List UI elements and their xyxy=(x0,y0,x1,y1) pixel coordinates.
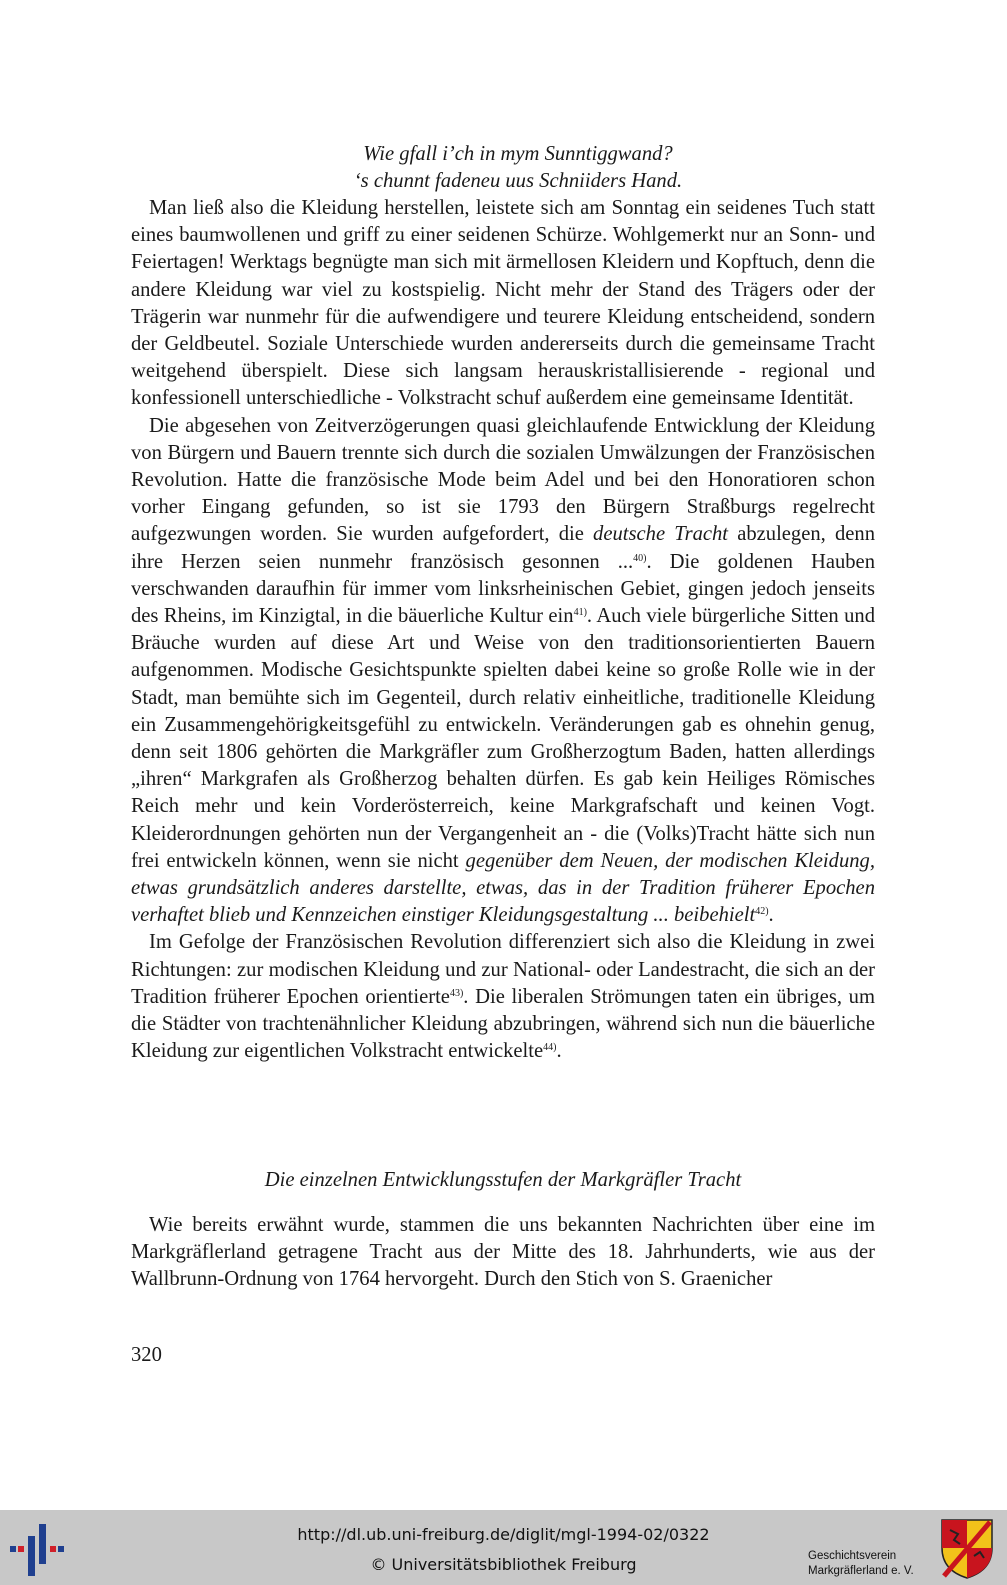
paragraph-4: Wie bereits erwähnt wurde, stammen die uns bekannten Nachrichten über eine im Markgräflerland getragene Tracht aus der Mitte des 18. Jahrhunderts, wie aus der Wallbrunn-Ordnung von 1764 hervorgeht. Durch den Stich von S. Graenicher xyxy=(131,1214,875,1291)
footer-url-link[interactable]: http://dl.ub.uni-freiburg.de/diglit/mgl-1994-02/0322 xyxy=(297,1525,710,1544)
footer-copyright: © Universitätsbibliothek Freiburg xyxy=(370,1555,637,1574)
verse-line-1: Wie gfall i’ch in mym Sunntiggwand? xyxy=(363,143,673,165)
society-line-1: Geschichtsverein xyxy=(808,1550,897,1562)
body-text-upper xyxy=(131,195,875,1066)
paragraph-1: Man ließ also die Kleidung herstellen, leistete sich am Sonntag ein seidenes Tuch statt eines baumwollenen und griff zu einer seidenen Schürze. Wohlgemerkt nur an Sonn- und Feiertagen! Werktags begnügte man sich mit ärmellosen Kleidern und Kopftuch, denn die andere Kleidung war viel zu kostspielig. Nicht mehr der Stand des Trägers oder der Trägerin war nunmehr für die aufwendigere und teurere Kleidung entscheidend, sondern der Geldbeutel. Soziale Unterschiede wurden andererseits durch die gemeinsame Tracht weitgehend überspielt. Diese sich langsam herauskristallisierende - regional und konfessionell unterschiedliche - Volkstracht schuf außerdem eine gemeinsame Identität. xyxy=(131,197,875,410)
section-heading: Die einzelnen Entwicklungsstufen der Markgräfler Tracht xyxy=(264,1169,742,1191)
verse-line-2: ‘s chunnt fadeneu uus Schniiders Hand. xyxy=(353,170,683,193)
footnote-ref-42: 42) xyxy=(755,906,769,918)
body-text-lower xyxy=(131,1212,875,1294)
paragraph-3: Im Gefolge der Französischen Revolution differenziert sich also die Kleidung in zwei Richtungen: zur modischen Kleidung und zur National- oder Landestracht, die sich an der Tradition früherer Epochen orientierte$^{43)}$. Die liberalen Strömungen taten ein übriges, um die Städter von trachtenähnlicher Kleidung abzubringen, während sich nun die bäuerliche Kleidung zur eigentlichen Volkstracht entwickelte$^{44)}$. xyxy=(131,931,875,1063)
society-name xyxy=(808,1549,930,1579)
page-number: 320 xyxy=(131,1344,162,1366)
footnote-ref-44: 44) xyxy=(543,1042,557,1054)
footnote-ref-41: 41) xyxy=(573,607,587,619)
footer-bar xyxy=(0,1510,1007,1585)
footnote-ref-40: 40) xyxy=(633,552,647,564)
paragraph-2: Die abgesehen von Zeitverzögerungen quasi gleichlaufende Entwicklung der Kleidung von Bürgern und Bauern trennte sich durch die sozialen Umwälzungen der Französischen Revolution. Hatte die französische Mode beim Adel und bei den Honoratioren schon vorher Eingang gefunden, so ist sie 1793 den Bürgern Straßburgs regelrecht aufgezwungen worden. Sie wurden aufgefordert, die deutsche Tracht abzulegen, denn ihre Herzen seien nunmehr französisch gesonnen ...$^{40)}$. Die goldenen Hauben verschwanden daraufhin für immer vom linksrheinischen Gebiet, gingen jedoch jenseits des Rheins, im Kinzigtal, in die bäuerliche Kultur ein$^{41)}$. Auch viele bürgerliche Sitten und Bräuche wurden auf diese Art und Weise von den traditionsorientierten Bauern aufgenommen. Modische Gesichtspunkte spielten dabei keine so große Rolle wie in der Stadt, man bemühte sich im Gegenteil, durch relativ einheitliche, traditionelle Kleidung ein Zusammengehörigkeitsgefühl zu entwickeln. Veränderungen gab es ohnehin genug, denn seit 1806 gehörten die Markgräfler zum Großherzogtum Baden, hatten allerdings „ihren“ Markgrafen als Großherzog behalten dürfen. Es gab kein Heiliges Römisches Reich mehr und kein Vorderösterreich, keine Markgrafschaft und keinen Vogt. Kleiderordnungen gehörten nun der Vergangenheit an - die (Volks)Tracht hätte sich nun frei entwickeln können, wenn sie nicht gegenüber dem Neuen, der modischen Kleidung, etwas grundsätzlich anderes darstellte, etwas, das in der Tradition früherer Epochen verhaftet blieb und Kennzeichen einstiger Kleidungsgestaltung ... beibehielt$^{42)}$. xyxy=(131,414,876,927)
footnote-ref-43: 43) xyxy=(449,987,464,999)
society-line-2: Markgräflerland e. V. xyxy=(808,1565,914,1577)
emphasis-quote: gegenüber dem Neuen, der modischen Kleidung, etwas grundsätzlich anderes darstellte, etwas, das in der Tradition früherer Epochen verhaftet blieb und Kennzeichen einstiger Kleidungsgestaltung ... beibehielt xyxy=(131,849,875,927)
coat-of-arms-icon[interactable] xyxy=(940,1518,994,1580)
emphasis-deutsche-tracht: deutsche Tracht xyxy=(593,523,729,546)
verse-quote xyxy=(131,141,875,195)
